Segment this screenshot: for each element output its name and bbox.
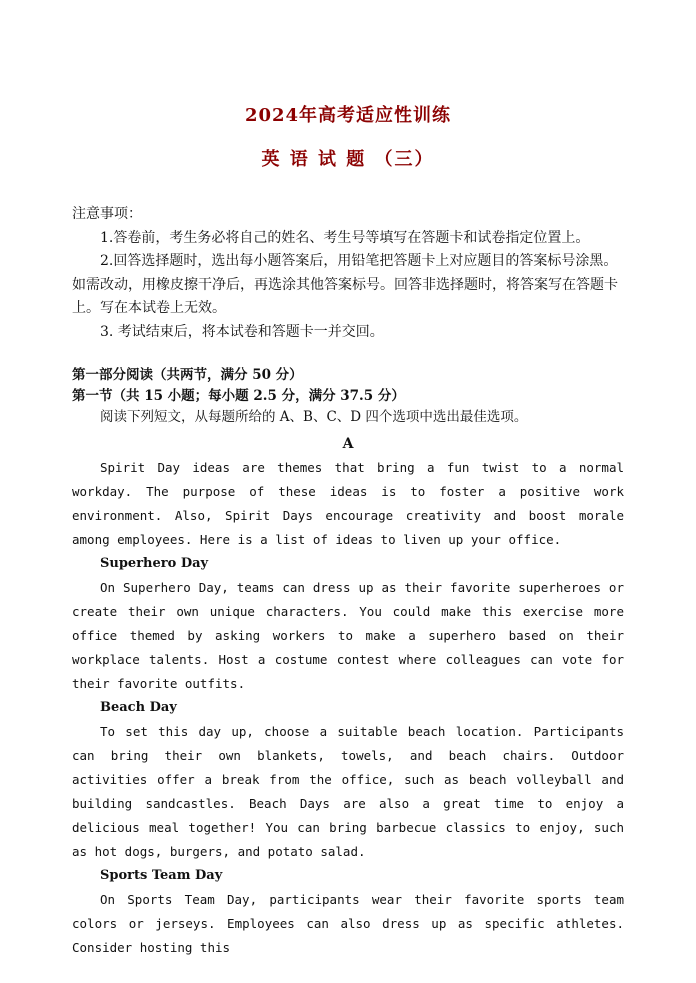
exam-notes <box>72 203 626 344</box>
paragraph-sports-team-day: On Sports Team Day, participants wear their favorite sports team colors or jerseys. Employees can also dress up as specific athletes. Consider hosting this <box>72 892 624 955</box>
notes-item-2: 2.回答选择题时，选出每小题答案后，用铅笔把答题卡上对应题目的答案标号涂黑。如需改动，用橡皮擦干净后，再选涂其他答案标号。回答非选择题时，将答案写在答题卡上。写在本试卷上无效。 <box>72 253 618 316</box>
heading-beach-day: Beach Day <box>100 700 177 715</box>
notes-item-1: 1.答卷前，考生务必将自己的姓名、考生号等填写在答题卡和试卷指定位置上。 <box>100 229 590 246</box>
passage-label: A <box>342 436 354 452</box>
exam-subtitle: 英 语 试 题 （三） <box>261 149 435 170</box>
heading-superhero-day: Superhero Day <box>100 556 209 571</box>
reading-section <box>72 365 628 428</box>
passage-a <box>72 432 624 960</box>
exam-title: 2024年高考适应性训练 <box>244 105 452 126</box>
notes-item-3: 3. 考试结束后，将本试卷和答题卡一并交回。 <box>100 323 384 340</box>
subsection-heading: 第一节（共 15 小题；每小题 2.5 分，满分 37.5 分） <box>72 388 405 404</box>
passage-intro: Spirit Day ideas are themes that bring a fun twist to a normal workday. The purpose of these ideas is to foster a positive work environment. Also, Spirit Days encourage creativity and boost morale among employees. Here is a list of ideas to liven up your office. <box>72 460 624 547</box>
paragraph-superhero-day: On Superhero Day, teams can dress up as their favorite superheroes or create their own unique characters. You could make this exercise more office themed by asking workers to make a superhero based on their workplace talents. Host a costume contest where colleagues can vote for their favorite outfits. <box>72 580 624 691</box>
section-instruction: 阅读下列短文，从每题所给的 A、B、C、D 四个选项中选出最佳选项。 <box>100 409 528 425</box>
paragraph-beach-day: To set this day up, choose a suitable beach location. Participants can bring their own blankets, towels, and beach chairs. Outdoor activities offer a break from the office, such as beach volleyball and building sandcastles. Beach Days are also a great time to enjoy a delicious meal together! You can bring barbecue classics to enjoy, such as hot dogs, burgers, and potato salad. <box>72 724 624 859</box>
part-heading: 第一部分阅读（共两节，满分 50 分） <box>72 367 303 383</box>
heading-sports-team-day: Sports Team Day <box>100 868 223 883</box>
notes-heading: 注意事项： <box>72 206 142 222</box>
